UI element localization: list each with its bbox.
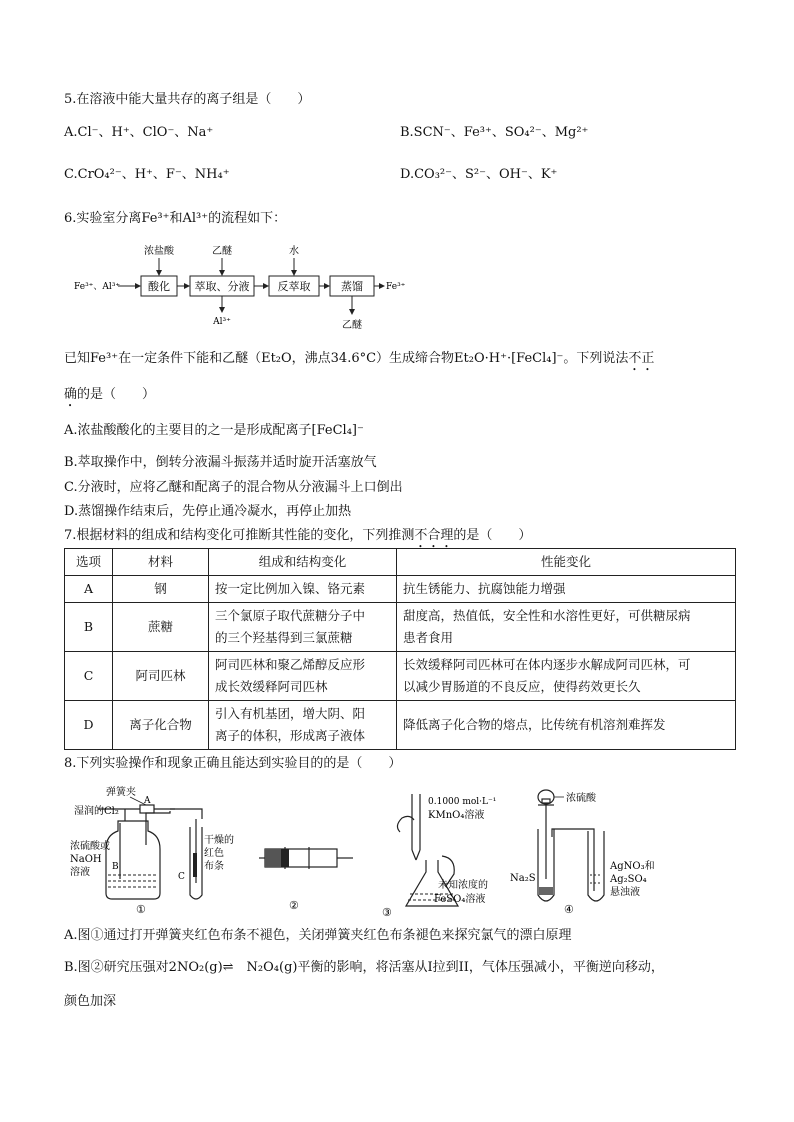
q5-option-d: D.CO₃²⁻、S²⁻、OH⁻、K⁺ xyxy=(400,167,558,182)
row-performance xyxy=(397,603,736,652)
fig1-label-b: B xyxy=(112,862,119,872)
flow-product-ether: 乙醚 xyxy=(342,320,362,331)
fig1-dry-label-1: 干燥的 xyxy=(204,835,234,846)
header-material: 材料 xyxy=(113,549,209,576)
q6-option-d: D.蒸馏操作结束后，先停止通冷凝水，再停止加热 xyxy=(64,504,352,519)
row-performance-line: 降低离子化合物的熔点，比传统有机溶剂难挥发 xyxy=(403,717,666,732)
flow-step-acidify-label: 酸化 xyxy=(148,280,170,293)
row-change-line: 的三个羟基得到三氯蔗糖 xyxy=(215,630,353,645)
q8-option-a: A.图①通过打开弹簧夹红色布条不褪色，关闭弹簧夹红色布条褪色来探究氯气的漂白原理 xyxy=(64,928,572,943)
q6-stem: 6.实验室分离Fe³⁺和Al³⁺的流程如下： xyxy=(64,211,287,226)
fig1-label-c: C xyxy=(178,872,185,882)
header-performance: 性能变化 xyxy=(397,549,736,576)
fig1-liquid-label-2: NaOH xyxy=(70,854,102,865)
fig3-reagent-label-1: 0.1000 mol·L⁻¹ xyxy=(428,797,497,807)
fig1-label-a: A xyxy=(144,796,151,806)
row-material: 阿司匹林 xyxy=(113,652,209,701)
q7-table xyxy=(64,548,736,750)
q8-stem: 8.下列实验操作和现象正确且能达到实验目的的是（ ） xyxy=(64,756,402,771)
row-performance-line: 长效缓释阿司匹林可在体内逐步水解成阿司匹林，可 xyxy=(403,657,691,672)
fig4-number: ④ xyxy=(564,903,574,916)
q5-option-a: A.Cl⁻、H⁺、ClO⁻、Na⁺ xyxy=(64,125,214,140)
fig1-dry-label-3: 布条 xyxy=(204,861,224,872)
fig4-acid-label: 浓硫酸 xyxy=(566,793,596,804)
table-row xyxy=(65,652,736,701)
flow-output-label: Fe³⁺ xyxy=(386,282,406,292)
table-row xyxy=(65,576,736,603)
figure-1-chlorine-apparatus xyxy=(70,783,260,918)
flow-reagent-hcl: 浓盐酸 xyxy=(144,246,174,257)
fig1-clip-label: 弹簧夹 xyxy=(106,787,136,798)
row-option: D xyxy=(65,701,113,750)
fig4-suspension-label-2: Ag₂SO₄ xyxy=(610,874,647,885)
flow-product-al: Al³⁺ xyxy=(213,317,231,327)
q6-option-b: B.萃取操作中，倒转分液漏斗振荡并适时旋开活塞放气 xyxy=(64,455,377,470)
q5-stem: 5.在溶液中能大量共存的离子组是（ ） xyxy=(64,92,311,107)
q6-given-text-2: 的是（ ） xyxy=(77,387,156,402)
row-change-line: 引入有机基团，增大阴、阳 xyxy=(215,706,366,721)
row-option: C xyxy=(65,652,113,701)
flow-step-back-extract-label: 反萃取 xyxy=(277,280,311,293)
figure-2-syringe xyxy=(255,835,355,920)
fig3-flask-label-2: FeSO₄溶液 xyxy=(434,894,486,905)
flow-input-label: Fe³⁺、Al³⁺ xyxy=(74,282,121,292)
row-performance-line: 以减少胃肠道的不良反应，使得药效更长久 xyxy=(403,679,641,694)
q8-option-b: B.图②研究压强对2NO₂(g)⇌ N₂O₄(g)平衡的影响，将活塞从I拉到II，气体压强减小，平衡逆向移动， xyxy=(64,960,664,975)
q8-option-b-cont: 颜色加深 xyxy=(64,994,117,1009)
table-header-row xyxy=(65,549,736,576)
row-change xyxy=(209,652,397,701)
fig3-number: ③ xyxy=(382,906,392,919)
table-row xyxy=(65,603,736,652)
q6-given-cont xyxy=(64,387,155,410)
row-material: 离子化合物 xyxy=(113,701,209,750)
row-change-line: 三个氯原子取代蔗糖分子中 xyxy=(215,608,366,623)
row-material: 钢 xyxy=(113,576,209,603)
flow-reagent-water: 水 xyxy=(289,246,299,257)
table-row xyxy=(65,701,736,750)
fig3-reagent-label-2: KMnO₄溶液 xyxy=(428,810,485,821)
header-change: 组成和结构变化 xyxy=(209,549,397,576)
fig1-gas-label: 湿润的Cl₂ xyxy=(74,806,119,817)
flow-step-distill-label: 蒸馏 xyxy=(341,280,363,293)
fig1-liquid-label-3: 溶液 xyxy=(70,867,90,878)
row-performance xyxy=(397,701,736,750)
row-change-line: 成长效缓释阿司匹林 xyxy=(215,679,328,694)
row-performance-line: 抗生锈能力、抗腐蚀能力增强 xyxy=(403,581,566,596)
row-option: A xyxy=(65,576,113,603)
row-performance-line: 甜度高，热值低，安全性和水溶性更好，可供糖尿病 xyxy=(403,608,691,623)
fig4-solid-label: Na₂S xyxy=(510,873,536,884)
q6-given-emphasis-2: 确 xyxy=(64,387,78,402)
row-performance xyxy=(397,652,736,701)
row-performance-line: 患者食用 xyxy=(403,630,454,645)
fig3-flask-label-1: 未知浓度的 xyxy=(438,880,488,891)
q5-option-c: C.CrO₄²⁻、H⁺、F⁻、NH₄⁺ xyxy=(64,167,230,182)
separation-flowchart xyxy=(64,240,424,332)
row-change xyxy=(209,701,397,750)
row-change-line: 按一定比例加入镍、铬元素 xyxy=(215,581,366,596)
fig1-liquid-label-1: 浓硫酸或 xyxy=(70,841,110,852)
q7-stem-emphasis: 不合理 xyxy=(414,528,454,543)
row-change xyxy=(209,603,397,652)
q6-given-emphasis: 不正 xyxy=(628,351,655,366)
fig2-number: ② xyxy=(289,899,299,912)
fig4-suspension-label-1: AgNO₃和 xyxy=(610,861,655,872)
flow-step-extract-label: 萃取、分液 xyxy=(194,280,250,293)
figure-4-gas-reaction xyxy=(510,783,660,918)
q5-option-b: B.SCN⁻、Fe³⁺、SO₄²⁻、Mg²⁺ xyxy=(400,125,589,140)
fig1-number: ① xyxy=(136,903,146,916)
row-option: B xyxy=(65,603,113,652)
q6-option-c: C.分液时，应将乙醚和配离子的混合物从分液漏斗上口倒出 xyxy=(64,480,403,495)
q6-option-a: A.浓盐酸酸化的主要目的之一是形成配离子[FeCl₄]⁻ xyxy=(64,423,364,438)
q6-given xyxy=(64,351,654,374)
row-material: 蔗糖 xyxy=(113,603,209,652)
q6-given-text: 已知Fe³⁺在一定条件下能和乙醚（Et₂O，沸点34.6°C）生成缔合物Et₂O·H⁺·[FeCl₄]⁻。下列说法 xyxy=(64,351,629,366)
q7-stem-text-2: 的是（ ） xyxy=(453,528,532,543)
row-change-line: 阿司匹林和聚乙烯醇反应形 xyxy=(215,657,366,672)
row-change-line: 离子的体积，形成离子液体 xyxy=(215,728,366,743)
figure-3-titration xyxy=(380,790,510,920)
fig4-suspension-label-3: 悬浊液 xyxy=(610,887,640,898)
row-change xyxy=(209,576,397,603)
row-performance xyxy=(397,576,736,603)
header-option: 选项 xyxy=(65,549,113,576)
flow-reagent-ether: 乙醚 xyxy=(212,246,232,257)
fig1-dry-label-2: 红色 xyxy=(204,848,224,859)
q7-stem-text: 7.根据材料的组成和结构变化可推断其性能的变化，下列推测 xyxy=(64,528,415,543)
